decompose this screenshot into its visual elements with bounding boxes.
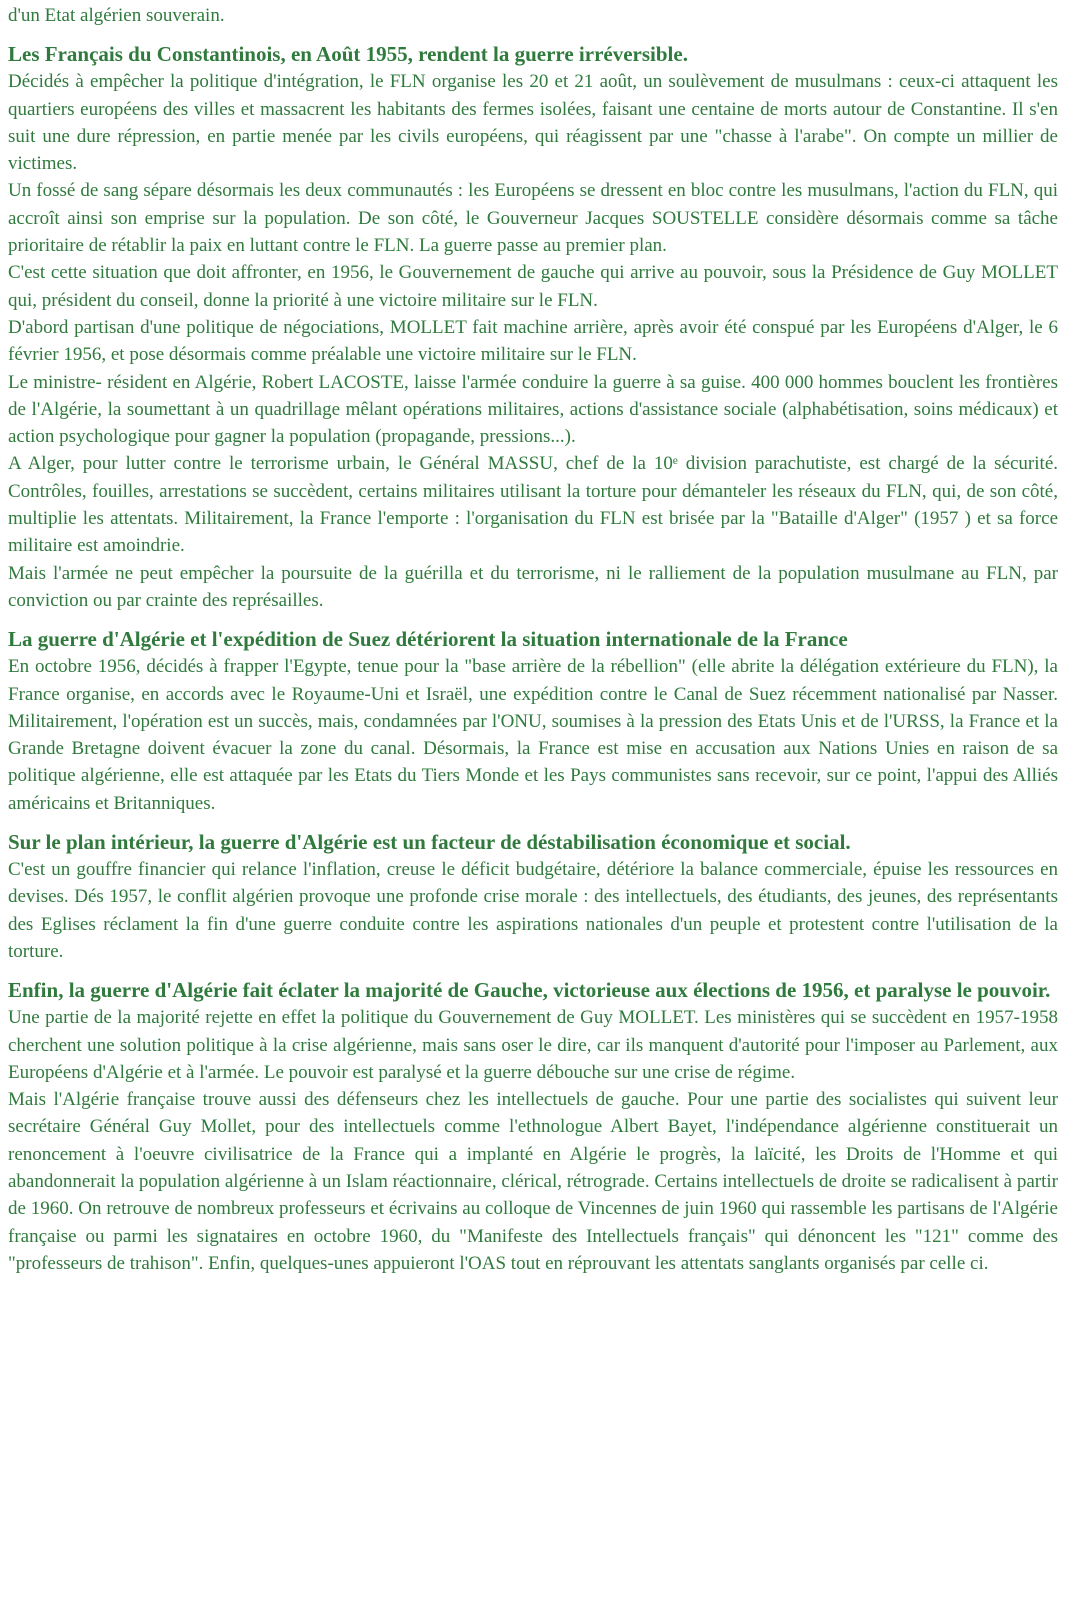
paragraph: Mais l'armée ne peut empêcher la poursuite de la guérilla et du terrorisme, ni le ralliement de la population musulmane au FLN, par conviction ou par crainte des représailles. xyxy=(8,562,1058,611)
paragraph: Le ministre- résident en Algérie, Robert LACOSTE, laisse l'armée conduire la guerre à sa guise. 400 000 hommes bouclent les frontières de l'Algérie, la soumettant à un quadrillage mêlant opérations militaires, actions d'assistance sociale (alphabétisation, soins médicaux) et action psychologique pour gagner la population (propagande, pressions...). xyxy=(8,371,1058,448)
paragraph: En octobre 1956, décidés à frapper l'Egypte, tenue pour la "base arrière de la rébellion" (elle abrite la délégation extérieure du FLN), la France organise, en accords avec le Royaume-Uni et Israël, une expédition contre le Canal de Suez récemment nationalisé par Nasser. Militairement, l'opération est un succès, mais, condamnées par l'ONU, soumises à la pression des Etats Unis et de l'URSS, la France et la Grande Bretagne doivent évacuer la zone du canal. Désormais, la France est mise en accusation aux Nations Unies en raison de sa politique algérienne, elle est attaquée par les Etats du Tiers Monde et les Pays communistes sans recevoir, sur ce point, l'appui des Alliés américains et Britanniques. xyxy=(8,656,1058,814)
intro-line: d'un Etat algérien souverain. xyxy=(8,5,225,26)
section-majorite-gauche xyxy=(8,977,1058,1277)
paragraph: A Alger, pour lutter contre le terrorisme urbain, le Général MASSU, chef de la 10ᵉ division parachutiste, est chargé de la sécurité. Contrôles, fouilles, arrestations se succèdent, certains militaires utilisant la torture pour démanteler les réseaux du FLN, qui, de son côté, multiplie les attentats. Militairement, la France l'emporte : l'organisation du FLN est brisée par la "Bataille d'Alger" (1957 ) et sa force militaire est amoindrie. xyxy=(8,453,1058,557)
paragraph: Une partie de la majorité rejette en effet la politique du Gouvernement de Guy MOLLET. Les ministères qui se succèdent en 1957-1958 cherchent une solution politique à la crise algérienne, mais sans oser le dire, car ils manquent d'autorité pour l'imposer au Parlement, aux Européens d'Algérie et à l'armée. Le pouvoir est paralysé et la guerre débouche sur une crise de régime. xyxy=(8,1007,1058,1083)
section-constantinois-1955 xyxy=(8,41,1058,614)
paragraph: Un fossé de sang sépare désormais les deux communautés : les Européens se dressent en bloc contre les musulmans, l'action du FLN, qui accroît ainsi son emprise sur la population. De son côté, le Gouverneur Jacques SOUSTELLE considère désormais comme sa tâche prioritaire de rétablir la paix en luttant contre le FLN. La guerre passe au premier plan. xyxy=(8,180,1058,257)
paragraph: Décidés à empêcher la politique d'intégration, le FLN organise les 20 et 21 août, un soulèvement de musulmans : ceux-ci attaquent les quartiers européens des villes et massacrent les habitants des fermes isolées, faisant une centaine de morts autour de Constantine. Il s'en suit une dure répression, en partie menée par les civils européens, qui réagissent par une "chasse à l'arabe". On compte un millier de victimes. xyxy=(8,71,1058,175)
section-destabilisation xyxy=(8,829,1058,965)
paragraph: D'abord partisan d'une politique de négociations, MOLLET fait machine arrière, après avoir été conspué par les Européens d'Alger, le 6 février 1956, et pose désormais comme préalable une victoire militaire sur le FLN. xyxy=(8,316,1058,366)
section-heading: Enfin, la guerre d'Algérie fait éclater la majorité de Gauche, victorieuse aux élections de 1956, et paralyse le pouvoir. xyxy=(8,978,1051,1003)
section-suez xyxy=(8,626,1058,817)
paragraph: C'est cette situation que doit affronter, en 1956, le Gouvernement de gauche qui arrive au pouvoir, sous la Présidence de Guy MOLLET qui, président du conseil, donne la priorité à une victoire militaire sur le FLN. xyxy=(8,262,1058,311)
section-heading: Sur le plan intérieur, la guerre d'Algérie est un facteur de déstabilisation économique et social. xyxy=(8,830,851,855)
section-heading: La guerre d'Algérie et l'expédition de Suez détériorent la situation internationale de la France xyxy=(8,627,848,652)
section-heading: Les Français du Constantinois, en Août 1955, rendent la guerre irréversible. xyxy=(8,42,688,67)
paragraph: Mais l'Algérie française trouve aussi des défenseurs chez les intellectuels de gauche. Pour une partie des socialistes qui suivent leur secrétaire Général Guy Mollet, pour des intellectuels comme l'ethnologue Albert Bayet, l'indépendance algérienne constituerait un renoncement à l'oeuvre civilisatrice de la France qui a implanté en Algérie le progrès, la laïcité, les Droits de l'Homme et qui abandonnerait la population algérienne à un Islam réactionnaire, clérical, rétrograde. Certains intellectuels de droite se radicalisent à partir de 1960. On retrouve de nombreux professeurs et écrivains au colloque de Vincennes de juin 1960 qui rassemble les partisans de l'Algérie française ou parmi les signataires en octobre 1960, du "Manifeste des Intellectuels français" qui dénoncent les "121" comme des "professeurs de trahison". Enfin, quelques-unes appuieront l'OAS tout en réprouvant les attentats sanglants organisés par celle ci. xyxy=(8,1089,1058,1274)
paragraph: C'est un gouffre financier qui relance l'inflation, creuse le déficit budgétaire, détériore la balance commerciale, épuise les ressources en devises. Dés 1957, le conflit algérien provoque une profonde crise morale : des intellectuels, des étudiants, des jeunes, des représentants des Eglises réclament la fin d'une guerre conduite contre les aspirations nationales d'un peuple et protestent contre l'utilisation de la torture. xyxy=(8,859,1058,962)
